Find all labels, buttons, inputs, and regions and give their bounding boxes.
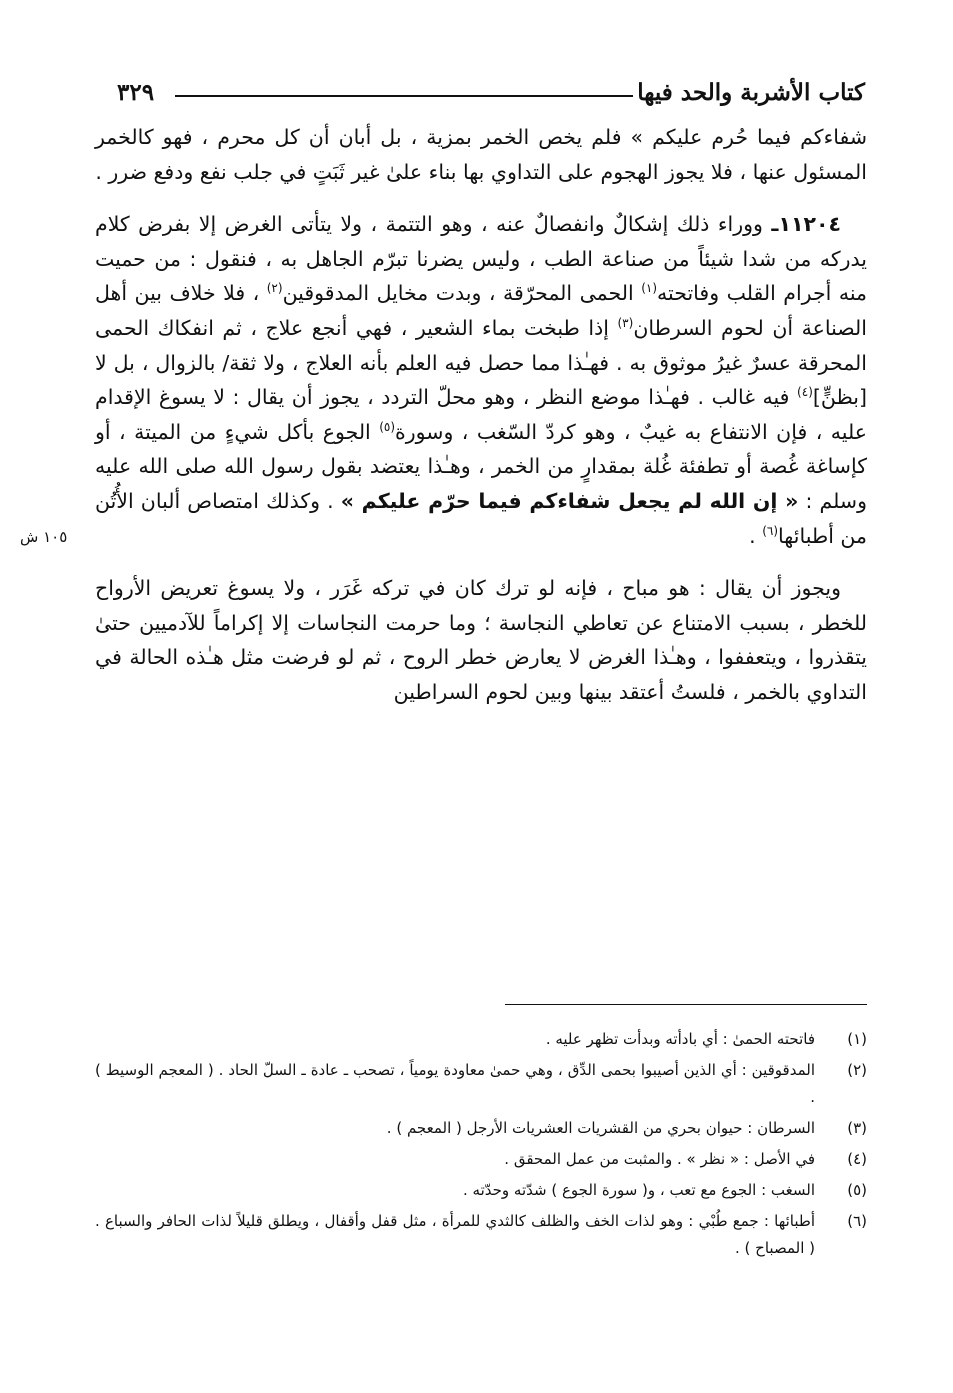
footnote-number: (٦) bbox=[847, 1212, 867, 1230]
text-segment: الجوع بأكل شيءٍ من الميتة ، أو كإساغة غُصة أو تطفئة غُلة بمقدارٍ من الخمر ، وهـٰذا يعتضد بقول رسول الله صلى الله عليه وسلم : bbox=[95, 419, 867, 513]
footnote-text: السغب : الجوع مع تعب ، و( سورة الجوع ) شدّته وحدّته . bbox=[463, 1181, 815, 1199]
footnote-5 bbox=[95, 1177, 867, 1204]
footnotes bbox=[95, 1026, 867, 1266]
footnote-4 bbox=[95, 1146, 867, 1173]
footnote-ref-2[interactable]: (٢) bbox=[266, 281, 283, 296]
footnote-ref-5[interactable]: (٥) bbox=[379, 419, 396, 434]
paragraph-number: ١١٢٠٤ـ bbox=[771, 212, 841, 237]
footnote-text: فاتحته الحمىٰ : أي بادأته وبدأت تظهر عليه . bbox=[545, 1030, 815, 1048]
paragraph-3: ويجوز أن يقال : هو مباح ، فإنه لو ترك كان في تركه غَرَر ، ولا يسوغ تعريض الأرواح للخطر ، بسبب الامتناع عن تعاطي النجاسة ؛ وما حرمت النجاسات إلا إكراماً للآدميين حتىٰ يتقذروا ، ويتعففوا ، وهـٰذا الغرض لا يعارض خطر الروح ، ثم لو فرضت مثل هـٰذه الحالة في التداوي بالخمر ، فلستُ أعتقد بينها وبين لحوم السراطين bbox=[95, 576, 867, 704]
footnote-text: أطبائها : جمع طُبْي : وهو لذات الخف والظلف كالثدي للمرأة ، مثل قفل وأقفال ، ويطلق قليلاً لذات الحافر والسباع . ( المصباح ) . bbox=[95, 1212, 815, 1257]
main-text bbox=[95, 120, 867, 710]
running-header bbox=[105, 78, 865, 112]
text-segment: إذا طبخت بماء الشعير ، فهي أنجع علاج ، ثم انفكاك الحمى المحرقة عسرٌ غيرُ موثوق به . فهـٰذا مما حصل فيه العلم بأنه العلاج ، ولا ثقة/ بالزوال ، بل لا [بظنٍّ] bbox=[95, 315, 867, 410]
text-segment: الحمى المحرّقة ، وبدت مخايل المدقوقين bbox=[282, 281, 642, 306]
text-segment: ، فلا خلاف بين أهل الصناعة أن لحوم السرطان bbox=[95, 281, 867, 340]
text-segment: ووراء ذلك إشكالٌ وانفصالٌ عنه ، وهو التتمة ، ولا يتأتى الغرض إلا بفرض كلام يدركه من شدا شيئاً من صناعة الطب ، وليس يضرنا تبرّم الجاهل به ، فنقول : من حميت منه أجرام القلب وفاتحته bbox=[95, 212, 867, 306]
footnote-number: (٥) bbox=[847, 1181, 867, 1199]
paragraph-2 bbox=[95, 207, 867, 553]
chapter-title: كتاب الأشربة والحد فيها bbox=[637, 79, 865, 106]
footnote-ref-3[interactable]: (٣) bbox=[617, 316, 634, 331]
text-segment: . bbox=[749, 523, 763, 548]
footnote-number: (٣) bbox=[847, 1119, 867, 1137]
header-rule bbox=[175, 95, 633, 97]
footnote-number: (٢) bbox=[847, 1061, 867, 1079]
footnote-ref-6[interactable]: (٦) bbox=[762, 523, 779, 538]
footnote-6 bbox=[95, 1208, 867, 1262]
text-segment: فيه غالب . فهـٰذا موضع النظر ، وهو محلّ التردد ، يجوز أن يقال : لا يسوغ الإقدام عليه ، فإن الانتفاع به غيبٌ ، وهو كردّ السّغب ، وسورة bbox=[95, 385, 867, 444]
footnote-2 bbox=[95, 1057, 867, 1111]
page-number: ٣٢٩ bbox=[117, 79, 155, 106]
paragraph-1: شفاءكم فيما حُرم عليكم » فلم يخص الخمر بمزية ، بل أبان أن كل محرم ، فهو كالخمر المسئول عنها ، فلا يجوز الهجوم على التداوي بها بناء علىٰ غير ثَبَتٍ في جلب نفع ودفع ضرر . bbox=[95, 125, 867, 184]
footnote-text: السرطان : حيوان بحري من القشريات العشريات الأرجل ( المعجم ) . bbox=[386, 1119, 815, 1137]
footnote-separator bbox=[505, 1004, 867, 1005]
footnote-ref-1[interactable]: (١) bbox=[641, 281, 658, 296]
footnote-text: في الأصل : « نظر » . والمثبت من عمل المحقق . bbox=[504, 1150, 815, 1168]
text-segment: . وكذلك امتصاص ألبان الأُتُن من أطبائها bbox=[95, 488, 867, 548]
margin-note: ١٠٥ ش bbox=[20, 528, 68, 546]
footnote-text: المدقوقين : أي الذين أصيبوا بحمى الدِّق ، وهي حمىٰ معاودة يومياً ، تصحب ـ عادة ـ السلّ الحاد . ( المعجم الوسيط ) . bbox=[95, 1061, 815, 1106]
footnote-number: (١) bbox=[847, 1030, 867, 1048]
footnote-ref-4[interactable]: (٤) bbox=[797, 385, 813, 400]
footnote-3 bbox=[95, 1115, 867, 1142]
footnote-number: (٤) bbox=[847, 1150, 867, 1168]
hadith-quote: « إن الله لم يجعل شفاءكم فيما حرّم عليكم » bbox=[340, 488, 799, 513]
footnote-1 bbox=[95, 1026, 867, 1053]
